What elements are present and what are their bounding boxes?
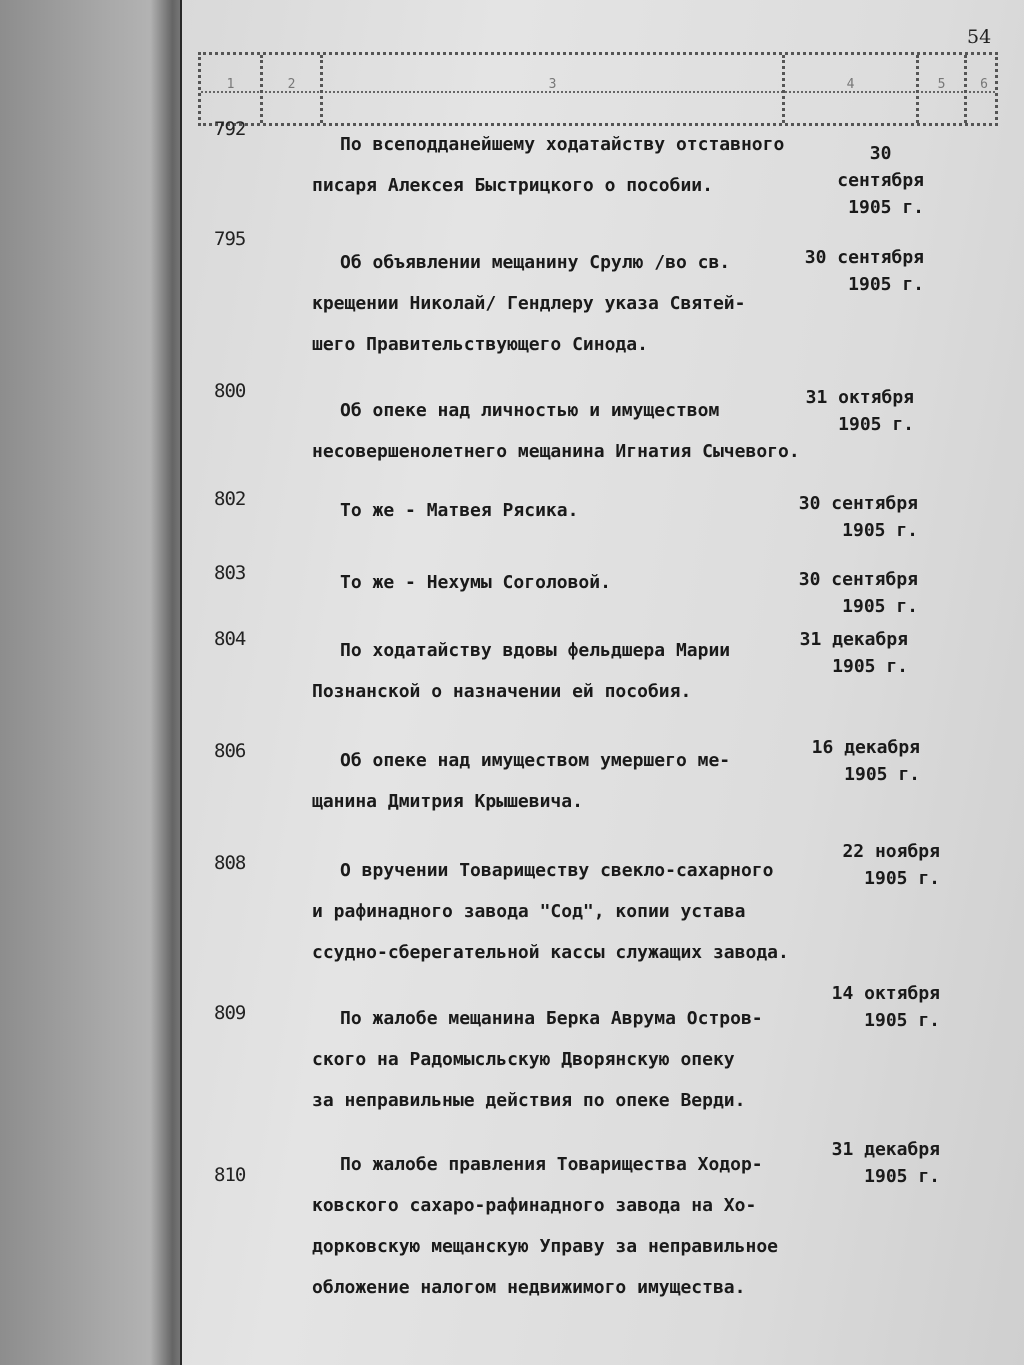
entry-number: 809 [214, 1002, 246, 1024]
column-header-2: 2 [263, 55, 323, 123]
entry-text: Об опеке над имуществом умершего ме- щанина Дмитрия Крышевича. [312, 750, 731, 812]
entry-date: 30 сентября 1905 г. [798, 569, 918, 617]
entry-text: По жалобе мещанина Берка Аврума Остров- ского на Радомысльскую Дворянскую опеку за неправильные действия по опеке Верди. [312, 1008, 763, 1111]
column-header-5: 5 [919, 55, 967, 123]
entry-number: 806 [214, 740, 246, 762]
entry-date: 30 сентября 1905 г. [798, 493, 918, 541]
entry-date: 30 сентября 1905 г. [804, 247, 924, 295]
entry-date: 31 октября 1905 г. [805, 387, 914, 435]
entry-number: 792 [214, 118, 246, 140]
entry-number: 803 [214, 562, 246, 584]
entry-date: 16 декабря 1905 г. [811, 737, 920, 785]
column-header-table [198, 52, 998, 126]
entry-date: 22 ноября 1905 г. [842, 841, 940, 889]
entry-number: 802 [214, 488, 246, 510]
entry-text: Об объявлении мещанину Срулю /во св. крещении Николай/ Гендлеру указа Святей- шего Правительствующего Синода. [312, 252, 746, 355]
document-page [182, 0, 1024, 1365]
entry-text: По жалобе правления Товарищества Ходор- ковского сахаро-рафинадного завода на Хо- дорковскую мещанскую Управу за неправильное обложение налогом недвижимого имущества. [312, 1154, 778, 1298]
entry-number: 800 [214, 380, 246, 402]
column-header-6: 6 [980, 77, 988, 92]
entry-text: По всеподданейшему ходатайству отставного писаря Алексея Быстрицкого о пособии. [312, 134, 785, 196]
entry-date: 30 сентября 1905 г. [837, 143, 924, 218]
entry-number: 810 [214, 1164, 246, 1186]
column-header-4: 4 [785, 55, 919, 123]
entry-number: 804 [214, 628, 246, 650]
page-number: 54 [967, 26, 992, 48]
entry-text: То же - Нехумы Соголовой. [340, 572, 611, 593]
entry-date: 31 декабря 1905 г. [831, 1139, 940, 1187]
column-header-3: 3 [323, 55, 785, 123]
entry-text: То же - Матвея Рясика. [340, 500, 579, 521]
column-header-1: 1 [201, 55, 263, 123]
entry-text: О вручении Товариществу свекло-сахарного и рафинадного завода "Сод", копии устава ссудно-сберегательной кассы служащих завода. [312, 860, 789, 963]
entry-text: Об опеке над личностью и имуществом несовершенолетнего мещанина Игнатия Сычевого. [312, 400, 800, 462]
entry-date: 31 декабря 1905 г. [799, 629, 908, 677]
entry-text: По ходатайству вдовы фельдшера Марии Познанской о назначении ей пособия. [312, 640, 731, 702]
entry-date: 14 октября 1905 г. [831, 983, 940, 1031]
entry-number: 795 [214, 228, 246, 250]
entry-number: 808 [214, 852, 246, 874]
